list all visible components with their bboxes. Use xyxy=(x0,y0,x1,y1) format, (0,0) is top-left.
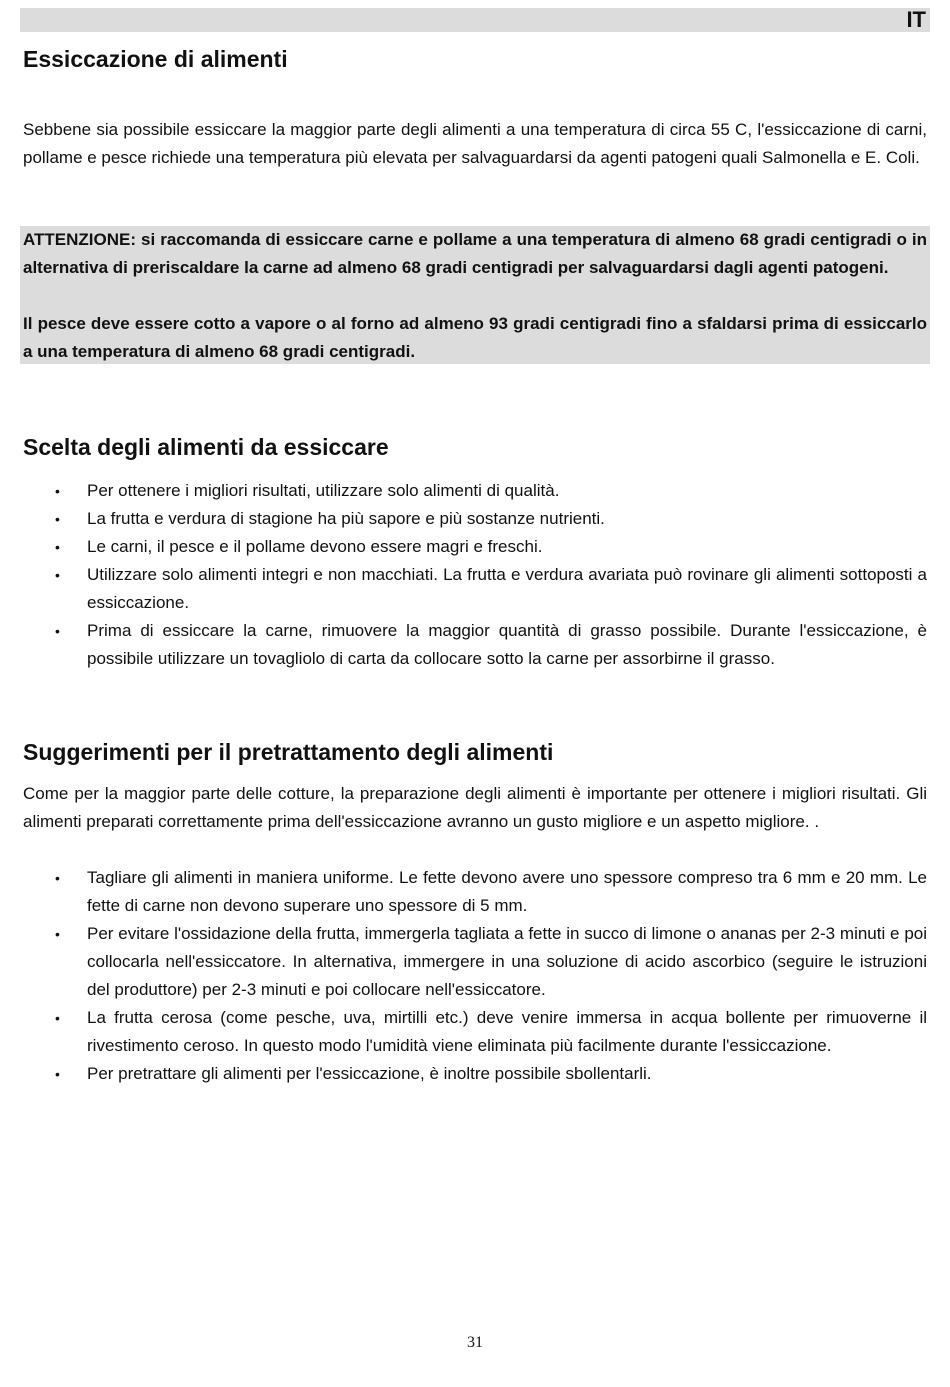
list-item xyxy=(0,864,927,920)
bullet-icon: • xyxy=(55,1066,60,1082)
list-item xyxy=(0,561,927,617)
section-title-suggerimenti: Suggerimenti per il pretrattamento degli alimenti xyxy=(23,739,554,765)
bullet-icon: • xyxy=(55,926,60,942)
bullet-icon: • xyxy=(55,511,60,527)
section-title-essiccazione: Essiccazione di alimenti xyxy=(23,46,288,72)
list-item-text: Le carni, il pesce e il pollame devono essere magri e freschi. xyxy=(87,537,543,556)
list-item-text: La frutta cerosa (come pesche, uva, mirtilli etc.) deve venire immersa in acqua bollente per rimuoverne il rivestimento ceroso. In questo modo l'umidità viene eliminata più facilmente durante l'essiccazione. xyxy=(87,1008,927,1055)
warning-text-meat: ATTENZIONE: si raccomanda di essiccare carne e pollame a una temperatura di almeno 68 gradi centigradi o in alternativa di preriscaldare la carne ad almeno 68 gradi centigradi per salvaguardarsi dagli agenti patogeni. xyxy=(23,230,927,277)
language-label: IT xyxy=(906,7,926,32)
warning-text-fish: Il pesce deve essere cotto a vapore o al forno ad almeno 93 gradi centigradi fino a sfaldarsi prima di essiccarlo a una temperatura di almeno 68 gradi centigradi. xyxy=(23,314,927,361)
list-item-text: Utilizzare solo alimenti integri e non macchiati. La frutta e verdura avariata può rovinare gli alimenti sottoposti a essiccazione. xyxy=(87,565,927,612)
bullet-icon: • xyxy=(55,567,60,583)
list-item xyxy=(0,505,927,533)
bullet-icon: • xyxy=(55,1010,60,1026)
list-item-text: Tagliare gli alimenti in maniera uniforme. Le fette devono avere uno spessore compreso tra 6 mm e 20 mm. Le fette di carne non devono superare uno spessore di 5 mm. xyxy=(87,868,927,915)
list-item-text: Prima di essiccare la carne, rimuovere la maggior quantità di grasso possibile. Durante l'essiccazione, è possibile utilizzare un tovagliolo di carta da collocare sotto la carne per assorbirne il grasso. xyxy=(87,621,927,668)
warning-box xyxy=(20,226,930,364)
list-item-text: Per evitare l'ossidazione della frutta, immergerla tagliata a fette in succo di limone o ananas per 2-3 minuti e poi collocarla nell'essiccatore. In alternativa, immergere in una soluzione di acido ascorbico (seguire le istruzioni del produttore) per 2-3 minuti e poi collocare nell'essiccatore. xyxy=(87,924,927,999)
list-item xyxy=(0,533,927,561)
bullet-icon: • xyxy=(55,539,60,555)
bullet-icon: • xyxy=(55,483,60,499)
list-item xyxy=(0,1004,927,1060)
list-item xyxy=(0,617,927,673)
header-bar xyxy=(20,8,930,32)
bullet-icon: • xyxy=(55,623,60,639)
page-number: 31 xyxy=(467,1334,483,1351)
list-item xyxy=(0,920,927,1004)
list-item xyxy=(0,477,927,505)
list-item xyxy=(0,1060,927,1088)
bullet-icon: • xyxy=(55,870,60,886)
pretreatment-intro-paragraph: Come per la maggior parte delle cotture, la preparazione degli alimenti è importante per ottenere i migliori risultati. Gli alimenti preparati correttamente prima dell'essiccazione avranno un gusto migliore e un aspetto migliore. . xyxy=(23,784,927,831)
intro-paragraph: Sebbene sia possibile essiccare la maggior parte degli alimenti a una temperatura di circa 55 C, l'essiccazione di carni, pollame e pesce richiede una temperatura più elevata per salvaguardarsi da agenti patogeni quali Salmonella e E. Coli. xyxy=(23,120,927,167)
section-title-scelta: Scelta degli alimenti da essiccare xyxy=(23,434,389,460)
food-choice-list xyxy=(0,477,927,673)
list-item-text: Per pretrattare gli alimenti per l'essiccazione, è inoltre possibile sbollentarli. xyxy=(87,1064,652,1083)
pretreatment-list xyxy=(0,864,927,1088)
list-item-text: La frutta e verdura di stagione ha più sapore e più sostanze nutrienti. xyxy=(87,509,605,528)
list-item-text: Per ottenere i migliori risultati, utilizzare solo alimenti di qualità. xyxy=(87,481,560,500)
